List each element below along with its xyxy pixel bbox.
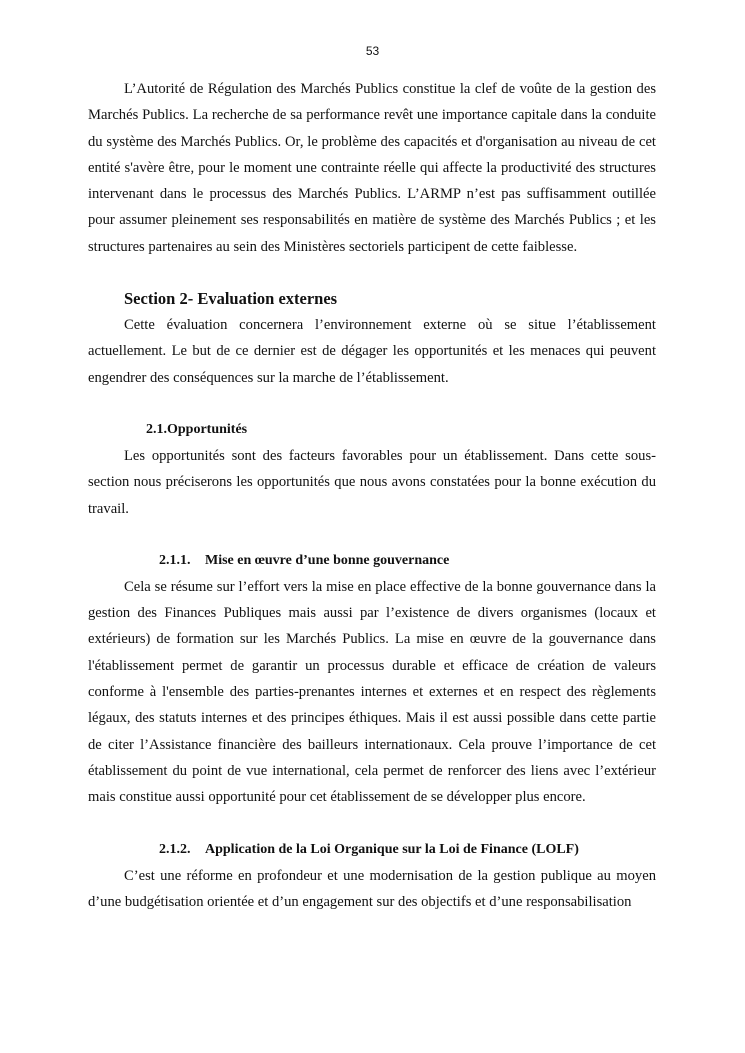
spacer: [88, 811, 656, 837]
section-heading: Section 2- Evaluation externes: [124, 289, 338, 309]
paragraph-lolf: C’est une réforme en profondeur et une modernisation de la gestion publique au moyen d’une budgétisation orientée et d’un engagement sur des objectifs et d’une responsabilisation: [88, 867, 656, 910]
paragraph-evaluation: Cette évaluation concernera l’environnement externe où se situe l’établissement actuellement. Le but de ce dernier est de dégager les opportunités et les menaces qui peuvent engendrer des conséquences sur la marche de l’établissement.: [88, 317, 656, 386]
spacer: [88, 260, 656, 286]
paragraph-gouvernance: Cela se résume sur l’effort vers la mise en place effective de la bonne gouvernance dans la gestion des Finances Publiques mais aussi par l’existence de divers organismes (locaux et extérieurs) de formation sur les Marchés Publics. La mise en œuvre de la gouvernance dans l'établissement permet de garantir un processus durable et efficace de création de valeurs conforme à l'ensemble des parties-prenantes internes et externes et en respect des règlements légaux, des statuts internes et des principes éthiques. Mais il est aussi possible dans cette partie de citer l’Assistance financière des bailleurs internationaux. Cela prouve l’importance de cet établissement du point de vue international, cela permet de renforcer des liens avec l’extérieur mais constitue aussi opportunité pour cet établissement de se développer plus encore.: [88, 578, 656, 806]
document-body: [88, 76, 656, 915]
paragraph-armp: L’Autorité de Régulation des Marchés Publics constitue la clef de voûte de la gestion des Marchés Publics. La recherche de sa performance revêt une importance capitale dans la conduite du système des Marchés Publics. Or, le problème des capacités et d'organisation au niveau de cet entité s'avère être, pour le moment une contrainte réelle qui affecte la productivité des structures intervenant dans le processus des Marchés Publics. L’ARMP n’est pas suffisamment outillée pour assumer pleinement ses responsabilités en matière de système des Marchés Publics ; et les structures partenaires au sein des Ministères sectoriels participent de cette faiblesse.: [88, 81, 656, 255]
heading-lolf: [88, 837, 656, 863]
subsection-heading-opportunites: 2.1.Opportunités: [146, 421, 248, 437]
heading-title: Application de la Loi Organique sur la Loi de Finance (LOLF): [205, 841, 579, 857]
paragraph-opportunites: Les opportunités sont des facteurs favorables pour un établissement. Dans cette sous-section nous préciserons les opportunités que nous avons constatées pour la bonne exécution du travail.: [88, 447, 656, 517]
spacer: [88, 522, 656, 548]
heading-gouvernance: [88, 548, 656, 574]
heading-number: 2.1.1.: [159, 552, 191, 568]
page-number: 53: [365, 44, 380, 58]
heading-title: Mise en œuvre d’une bonne gouvernance: [205, 552, 450, 568]
spacer: [88, 391, 656, 417]
heading-number: 2.1.2.: [159, 841, 191, 857]
